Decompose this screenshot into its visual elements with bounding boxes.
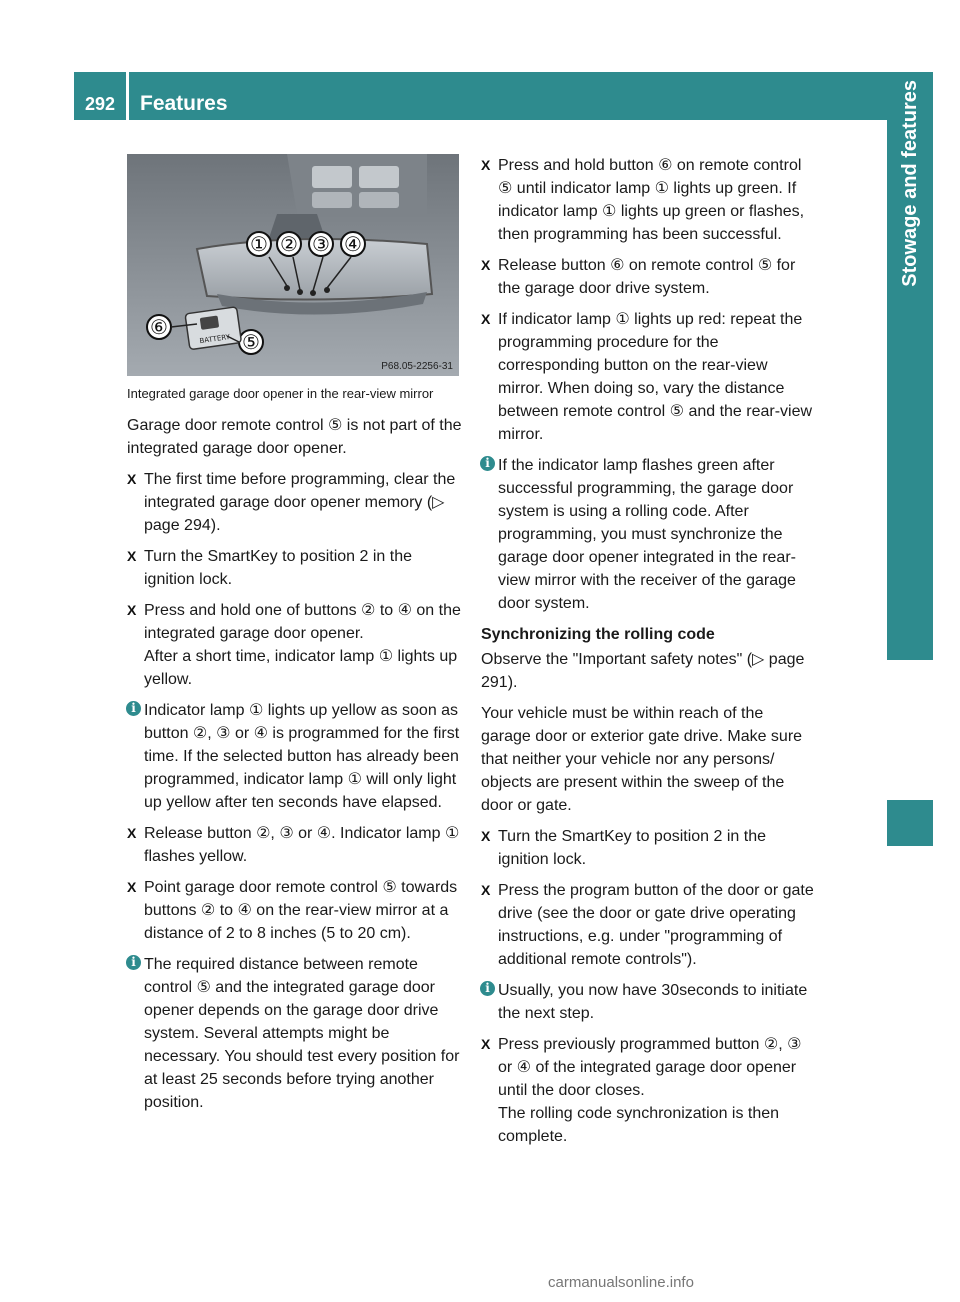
note-text: The required distance between remote control ⑤ and the integrated garage door opener depends on the garage door drive system. Several attempts might be necessary. You should test every position for at least 25 seconds before trying another position.: [144, 956, 460, 1111]
step-text: If indicator lamp ① lights up red: repeat the programming procedure for the corresponding button on the rear-view mirror. When doing so, vary the distance between remote control ⑤ and the rear-view mirror.: [498, 311, 813, 443]
intro-paragraph: Garage door remote control ⑤ is not part of the integrated garage door opener.: [127, 417, 462, 457]
step-arrow-icon: X: [481, 828, 491, 844]
chapter-marker: [887, 800, 933, 846]
step-text: Press previously programmed button ②, ③ or ④ of the integrated garage door opener until the door closes. The rolling code synchronization is then complete.: [498, 1036, 802, 1145]
mirror-photo: [127, 154, 459, 376]
note-text: Usually, you now have 30seconds to initiate the next step.: [498, 982, 808, 1022]
battery-label: BATTERY: [199, 333, 231, 346]
step-item: [481, 879, 815, 971]
note-text: If the indicator lamp flashes green after successful programming, the garage door system is using a rolling code. After programming, you must synchronize the garage door opener integrated in the rear-view mirror with the receiver of the garage door system.: [498, 457, 796, 612]
step-text: Turn the SmartKey to position 2 in the ignition lock.: [144, 548, 412, 588]
step-text: The first time before programming, clear the integrated garage door opener memory (▷ page 294).: [144, 471, 456, 534]
info-note: [481, 979, 815, 1025]
mirror-illustration: [127, 154, 459, 376]
figure-caption: Integrated garage door opener in the rear-view mirror: [127, 386, 434, 401]
callout-2: ②: [280, 232, 298, 256]
step-arrow-icon: X: [481, 157, 491, 173]
chapter-side-tab: [887, 72, 933, 660]
step-item: [127, 822, 463, 868]
step-text: Point garage door remote control ⑤ towards buttons ② to ④ on the rear-view mirror at a distance of 2 to 8 inches (5 to 20 cm).: [144, 879, 458, 942]
step-item: [127, 545, 463, 591]
paragraph: Observe the "Important safety notes" (▷ page 291).: [481, 651, 805, 691]
step-arrow-icon: X: [481, 257, 491, 273]
callout-5: ⑤: [242, 330, 260, 354]
step-arrow-icon: X: [481, 311, 491, 327]
left-column: [127, 386, 463, 1122]
step-arrow-icon: X: [127, 548, 137, 564]
step-item: [127, 599, 463, 691]
step-text: Turn the SmartKey to position 2 in the ignition lock.: [498, 828, 766, 868]
step-arrow-icon: X: [127, 825, 137, 841]
step-item: [127, 468, 463, 537]
info-icon: i: [480, 456, 495, 471]
step-text: Release button ②, ③ or ④. Indicator lamp ① flashes yellow.: [144, 825, 460, 865]
watermark: carmanualsonline.info: [548, 1274, 694, 1291]
info-note: [481, 454, 815, 615]
right-column: [481, 154, 815, 1156]
step-item: [481, 1033, 815, 1148]
figure-id: P68.05-2256-31: [381, 361, 453, 372]
info-icon: i: [126, 955, 141, 970]
step-arrow-icon: X: [481, 882, 491, 898]
step-text: Release button ⑥ on remote control ⑤ for the garage door drive system.: [498, 257, 796, 297]
step-arrow-icon: X: [127, 471, 137, 487]
info-icon: i: [126, 701, 141, 716]
chapter-side-tab-label: Stowage and features: [899, 80, 921, 287]
header-divider: [126, 72, 129, 120]
callout-4: ④: [344, 232, 362, 256]
subheading: Synchronizing the rolling code: [481, 626, 715, 643]
page-number: 292: [84, 94, 116, 114]
step-text: Press the program button of the door or gate drive (see the door or gate drive operating instructions, e.g. under "programming of additional remote controls").: [498, 882, 814, 968]
step-item: [127, 876, 463, 945]
info-icon: i: [480, 981, 495, 996]
callout-3: ③: [312, 232, 330, 256]
info-note: [127, 699, 463, 814]
step-text: Press and hold button ⑥ on remote control ⑤ until indicator lamp ① lights up green. If indicator lamp ① lights up green or flashes, then programming has been successful.: [498, 157, 805, 243]
step-item: [481, 254, 815, 300]
paragraph: Your vehicle must be within reach of the garage door or exterior gate drive. Make sure that neither your vehicle nor any persons/ objects are present within the sweep of the door or gate.: [481, 705, 803, 814]
step-text: Press and hold one of buttons ② to ④ on the integrated garage door opener. After a short time, indicator lamp ① lights up yellow.: [144, 602, 461, 688]
step-item: [481, 308, 815, 446]
step-item: [481, 154, 815, 246]
step-arrow-icon: X: [127, 602, 137, 618]
note-text: Indicator lamp ① lights up yellow as soon as button ②, ③ or ④ is programmed for the first time. If the selected button has already been programmed, indicator lamp ① will only light up yellow after ten seconds have elapsed.: [144, 702, 460, 811]
section-title: Features: [140, 92, 228, 115]
step-item: [481, 825, 815, 871]
callout-6: ⑥: [150, 315, 168, 339]
page-header: [74, 72, 887, 120]
step-arrow-icon: X: [481, 1036, 491, 1052]
info-note: [127, 953, 463, 1114]
step-arrow-icon: X: [127, 879, 137, 895]
callout-1: ①: [250, 232, 268, 256]
